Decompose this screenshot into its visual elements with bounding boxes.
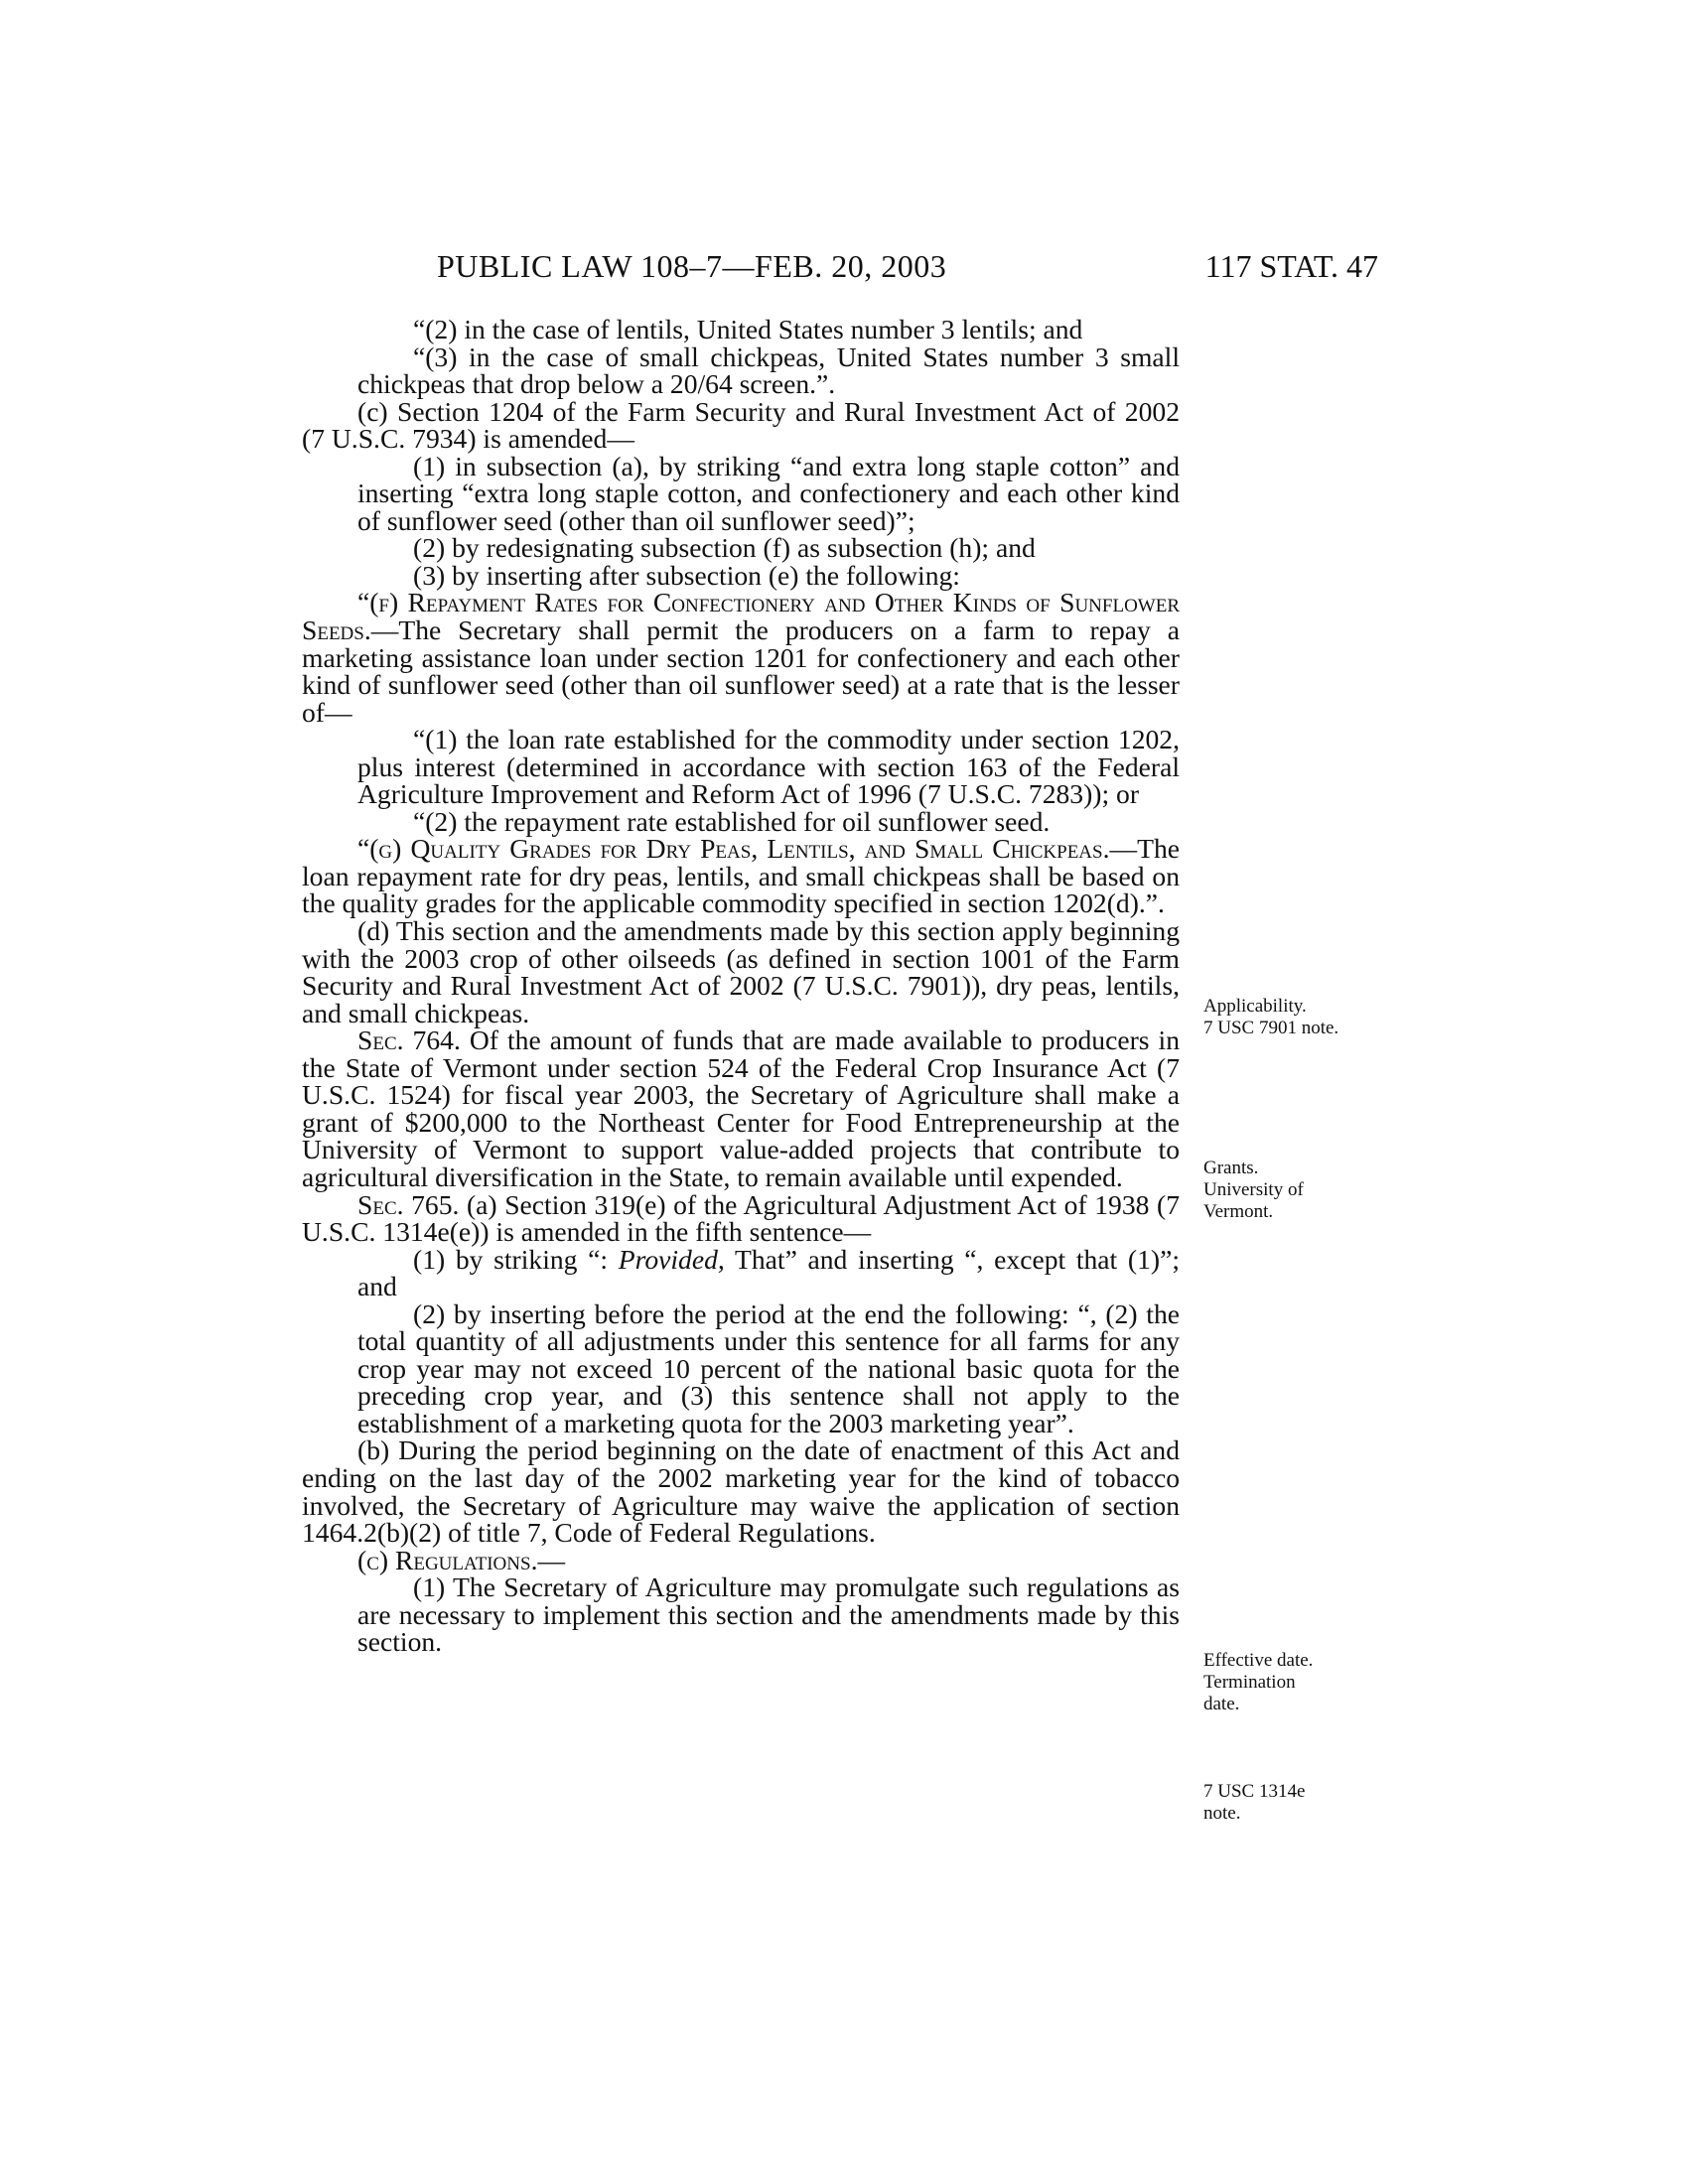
provided-italic: Provided, (618, 1243, 725, 1275)
paragraph-regulations-text: (1) The Secretary of Agriculture may promulgate such regulations as are necessary to implement this section and the amendments made by this section. (357, 1571, 1180, 1658)
note-line: date. (1203, 1694, 1240, 1714)
margin-note-grants (1203, 1158, 1304, 1223)
paragraph-redesignating: (2) by redesignating subsection (f) as subsection (h); and (413, 532, 1036, 564)
paragraph-applicability: (d) This section and the amendments made by this section apply beginning with the 2003 crop of other oilseeds (as defined in section 1001 of the Farm Security and Rural Investment Act of 2002 (7 U.S.C. 7901)), dry peas, lentils, and small chickpeas. (302, 915, 1180, 1028)
page-header (0, 248, 1688, 288)
repayment-rates-text: —The Secretary shall permit the producers on a farm to repay a marketing assistance loan under section 1201 for confectionery and each other kind of sunflower seed (other than oil sunflower seed) at a rate that is the lesser of— (302, 614, 1180, 728)
striking-text-b: That” and inserting “, except that (1)”; and (357, 1243, 1181, 1302)
paragraph-sec-764 (302, 1026, 1180, 1190)
repayment-rates-heading: “(f) Repayment Rates for Confectionery and Other Kinds of Sunflower Seeds. (302, 587, 1180, 646)
quality-grades-text: —The loan repayment rate for dry peas, lentils, and small chickpeas shall be based on the quality grades for the applicable commodity specified in section 1202(d).”. (302, 833, 1180, 919)
note-line: note. (1203, 1803, 1241, 1824)
quality-grades-heading: “(g) Quality Grades for Dry Peas, Lentils, and Small Chickpeas. (357, 833, 1110, 865)
paragraph-subsection-a: (1) in subsection (a), by striking “and extra long staple cotton” and inserting “extra long staple cotton, and confectionery and each other kind of sunflower seed (other than oil sunflower seed)”; (357, 450, 1180, 536)
note-line: University of (1203, 1179, 1304, 1200)
margin-note-applicability (1203, 996, 1338, 1039)
paragraph-repayment-rates (302, 589, 1180, 726)
note-line: Termination (1203, 1672, 1296, 1693)
paragraph-regulations-heading: (c) Regulations.— (357, 1544, 566, 1575)
paragraph-repayment-rate-oil: “(2) the repayment rate established for oil sunflower seed. (413, 805, 1051, 837)
striking-text-a: (1) by striking “: (413, 1243, 619, 1275)
note-line: 7 USC 1314e (1203, 1781, 1306, 1802)
paragraph-inserting-before-period: (2) by inserting before the period at the end the following: “, (2) the total quantity of all adjustments under this sentence for all farms for any crop year may not exceed 10 percent of the national basic quota for the preceding crop year, and (3) this sentence shall not apply to the establishment of a marketing quota for the 2003 marketing year”. (357, 1297, 1180, 1438)
sec-765-text: . 765. (a) Section 319(e) of the Agricultural Adjustment Act of 1938 (7 U.S.C. 1314e(e)) is amended in the fifth sentence— (302, 1188, 1180, 1248)
paragraph-loan-rate: “(1) the loan rate established for the commodity under section 1202, plus interest (determined in accordance with section 163 of the Federal Agriculture Improvement and Reform Act of 1996 (7 U.S.C. 7283)); or (357, 724, 1180, 810)
note-line: 7 USC 7901 note. (1203, 1018, 1339, 1038)
statute-page-number: 117 STAT. 47 (1204, 248, 1378, 284)
margin-note-effective-date (1203, 1650, 1313, 1715)
paragraph-sec-765 (302, 1188, 1180, 1248)
margin-note-usc-1314e (1203, 1781, 1305, 1825)
sec-764-text: . 764. Of the amount of funds that are made available to producers in the State of Vermont under section 524 of the Federal Crop Insurance Act (7 U.S.C. 1524) for fiscal year 2003, the Secretary of Agriculture shall make a grant of $200,000 to the Northeast Center for Food Entrepreneurship at the University of Vermont to support value-added projects that contribute to agricultural diversification in the State, to remain available until expended. (302, 1024, 1180, 1192)
sec-765-label: Sec (357, 1188, 397, 1220)
paragraph-waiver: (b) During the period beginning on the date of enactment of this Act and ending on the last day of the 2002 marketing year for the kind of tobacco involved, the Secretary of Agriculture may waive the application of section 1464.2(b)(2) of title 7, Code of Federal Regulations. (302, 1434, 1180, 1549)
paragraph-small-chickpeas: “(3) in the case of small chickpeas, United States number 3 small chickpeas that drop below a 20/64 screen.”. (357, 341, 1180, 400)
paragraph-inserting: (3) by inserting after subsection (e) the following: (413, 559, 960, 591)
note-line: Vermont. (1203, 1201, 1274, 1222)
paragraph-striking-provided (302, 1243, 1181, 1302)
note-line: Effective date. (1203, 1650, 1314, 1671)
document-body (302, 316, 1180, 1656)
paragraph-quality-grades (302, 835, 1180, 917)
sec-764-label: Sec (357, 1024, 397, 1056)
paragraph-lentils: “(2) in the case of lentils, United States number 3 lentils; and (413, 314, 1083, 344)
note-line: Applicability. (1203, 996, 1307, 1017)
note-line: Grants. (1203, 1158, 1259, 1178)
public-law-title: PUBLIC LAW 108–7—FEB. 20, 2003 (437, 248, 947, 284)
paragraph-section-1204: (c) Section 1204 of the Farm Security and Rural Investment Act of 2002 (7 U.S.C. 7934) is amended— (302, 395, 1180, 455)
